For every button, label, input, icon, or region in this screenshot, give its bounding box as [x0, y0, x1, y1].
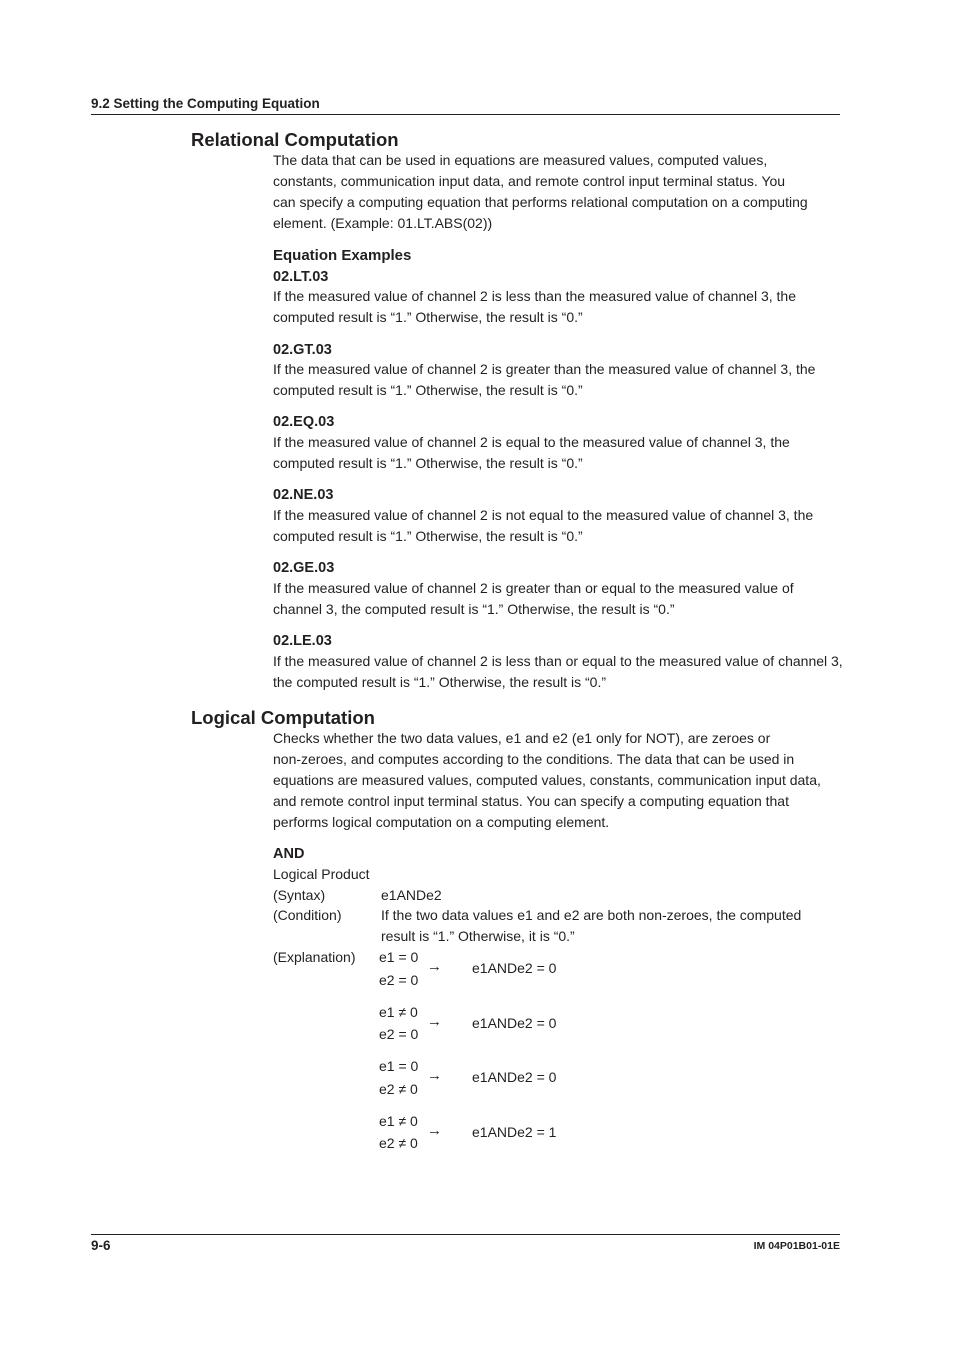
desc-line: If the measured value of channel 2 is greater than the measured value of channel 3, the [273, 361, 816, 377]
example-desc-eq [273, 432, 843, 474]
example-desc-ne [273, 505, 843, 547]
example-code-lt: 02.LT.03 [273, 269, 329, 285]
right-arrow-icon: → [427, 958, 442, 975]
intro-line: performs logical computation on a computing element. [273, 814, 610, 830]
case-result: e1ANDe2 = 0 [472, 1069, 557, 1085]
example-desc-gt [273, 359, 843, 401]
desc-line: the computed result is “1.” Otherwise, the result is “0.” [273, 674, 607, 690]
desc-line: channel 3, the computed result is “1.” Otherwise, the result is “0.” [273, 601, 675, 617]
desc-line: If the measured value of channel 2 is equal to the measured value of channel 3, the [273, 434, 790, 450]
logical-heading: Logical Computation [191, 707, 375, 728]
example-code-le: 02.LE.03 [273, 633, 332, 649]
example-code-ge: 02.GE.03 [273, 560, 335, 576]
page-number: 9-6 [91, 1238, 111, 1253]
intro-line: and remote control input terminal status. You can specify a computing equation that [273, 793, 789, 809]
case-result: e1ANDe2 = 0 [472, 960, 557, 976]
intro-line: The data that can be used in equations are measured values, computed values, [273, 152, 768, 168]
example-desc-lt [273, 286, 843, 328]
desc-line: computed result is “1.” Otherwise, the result is “0.” [273, 455, 583, 471]
desc-line: If the measured value of channel 2 is not equal to the measured value of channel 3, the [273, 507, 814, 523]
intro-line: constants, communication input data, and remote control input terminal status. You [273, 173, 786, 189]
condition-label: (Condition) [273, 907, 342, 923]
and-heading: AND [273, 846, 305, 862]
equation-examples-heading: Equation Examples [273, 247, 412, 264]
logical-intro [273, 728, 843, 833]
case-result: e1ANDe2 = 0 [472, 1015, 557, 1031]
desc-line: computed result is “1.” Otherwise, the result is “0.” [273, 528, 583, 544]
case-e1: e1 ≠ 0 [379, 1004, 418, 1020]
example-code-eq: 02.EQ.03 [273, 414, 335, 430]
case-result: e1ANDe2 = 1 [472, 1124, 557, 1140]
intro-line: Checks whether the two data values, e1 and e2 (e1 only for NOT), are zeroes or [273, 730, 771, 746]
intro-line: equations are measured values, computed values, constants, communication input data, [273, 772, 821, 788]
right-arrow-icon: → [427, 1013, 442, 1030]
example-code-ne: 02.NE.03 [273, 487, 334, 503]
intro-line: non-zeroes, and computes according to the conditions. The data that can be used in [273, 751, 795, 767]
case-e2: e2 ≠ 0 [379, 1081, 418, 1097]
syntax-label: (Syntax) [273, 887, 326, 903]
case-e2: e2 = 0 [379, 972, 419, 988]
footer-divider [91, 1234, 840, 1235]
header-divider [91, 114, 840, 115]
and-subtitle: Logical Product [273, 866, 370, 882]
example-code-gt: 02.GT.03 [273, 342, 332, 358]
relational-intro [273, 150, 843, 234]
explanation-label: (Explanation) [273, 949, 356, 965]
case-e1: e1 = 0 [379, 1058, 419, 1074]
case-e1: e1 ≠ 0 [379, 1113, 418, 1129]
example-desc-ge [273, 578, 843, 620]
intro-line: can specify a computing equation that performs relational computation on a computing [273, 194, 808, 210]
desc-line: If the measured value of channel 2 is less than the measured value of channel 3, the [273, 288, 796, 304]
desc-line: computed result is “1.” Otherwise, the result is “0.” [273, 309, 583, 325]
example-desc-le [273, 651, 843, 693]
desc-line: If the measured value of channel 2 is greater than or equal to the measured value of [273, 580, 794, 596]
case-e2: e2 = 0 [379, 1026, 419, 1042]
desc-line: If the measured value of channel 2 is less than or equal to the measured value of channel 3, [273, 653, 843, 669]
desc-line: computed result is “1.” Otherwise, the result is “0.” [273, 382, 583, 398]
condition-text [381, 905, 841, 947]
right-arrow-icon: → [427, 1067, 442, 1084]
condition-line: If the two data values e1 and e2 are both non-zeroes, the computed [381, 907, 802, 923]
syntax-value: e1ANDe2 [381, 887, 442, 903]
right-arrow-icon: → [427, 1122, 442, 1139]
intro-line: element. (Example: 01.LT.ABS(02)) [273, 215, 493, 231]
relational-heading: Relational Computation [191, 129, 399, 150]
document-id: IM 04P01B01-01E [753, 1240, 840, 1252]
case-e1: e1 = 0 [379, 949, 419, 965]
case-e2: e2 ≠ 0 [379, 1135, 418, 1151]
section-header-title: 9.2 Setting the Computing Equation [91, 96, 320, 111]
condition-line: result is “1.” Otherwise, it is “0.” [381, 928, 575, 944]
